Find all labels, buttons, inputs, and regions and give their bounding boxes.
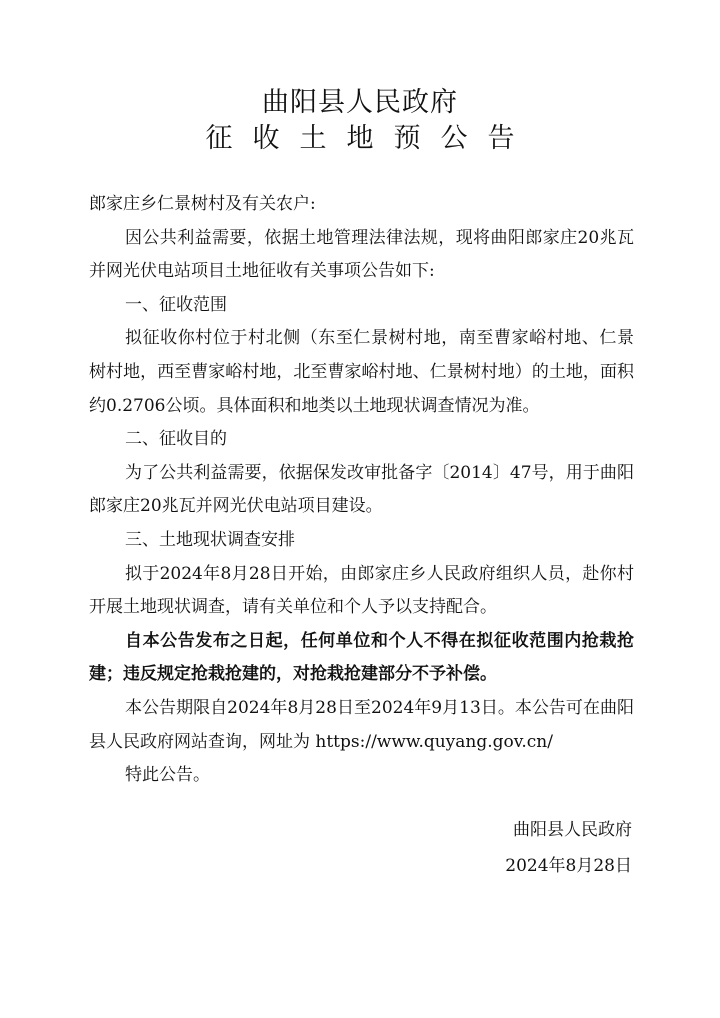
intro-paragraph: 因公共利益需要，依据土地管理法律法规，现将曲阳郎家庄20兆瓦并网光伏电站项目土地征收有关事项公告如下: [89,227,634,282]
signature-org: 曲阳县人民政府 [513,820,632,840]
notice-body [89,188,634,793]
section-heading-survey: 三、土地现状调查安排 [125,529,295,550]
section-heading-scope: 一、征收范围 [125,294,227,315]
salutation: 郎家庄乡仁景树村及有关农户: [89,194,316,214]
section-text-survey: 拟于2024年8月28日开始，由郎家庄乡人民政府组织人员，赴你村开展土地现状调查，请有关单位和个人予以支持配合。 [89,563,634,618]
notice-title: 征收土地预公告 [205,123,535,154]
signature-block [505,812,632,884]
issuer-title: 曲阳县人民政府 [262,87,458,118]
signature-date: 2024年8月28日 [505,856,632,876]
bold-notice: 自本公告发布之日起，任何单位和个人不得在拟征收范围内抢栽抢建；违反规定抢栽抢建的，对抢栽抢建部分不予补偿。 [89,630,634,685]
section-text-purpose: 为了公共利益需要，依据保发改审批备字〔2014〕47号，用于曲阳郎家庄20兆瓦并网光伏电站项目建设。 [89,462,634,517]
section-text-scope: 拟征收你村位于村北侧（东至仁景树村地，南至曹家峪村地、仁景树村地，西至曹家峪村地，北至曹家峪村地、仁景树村地）的土地，面积约0.2706公顷。具体面积和地类以土地现状调查情况为准。 [89,328,634,416]
period-paragraph: 本公告期限自2024年8月28日至2024年9月13日。本公告可在曲阳县人民政府网站查询，网址为 https://www.quyang.gov.cn/ [89,697,635,752]
closing-line: 特此公告。 [125,765,210,786]
section-heading-purpose: 二、征收目的 [125,429,227,450]
